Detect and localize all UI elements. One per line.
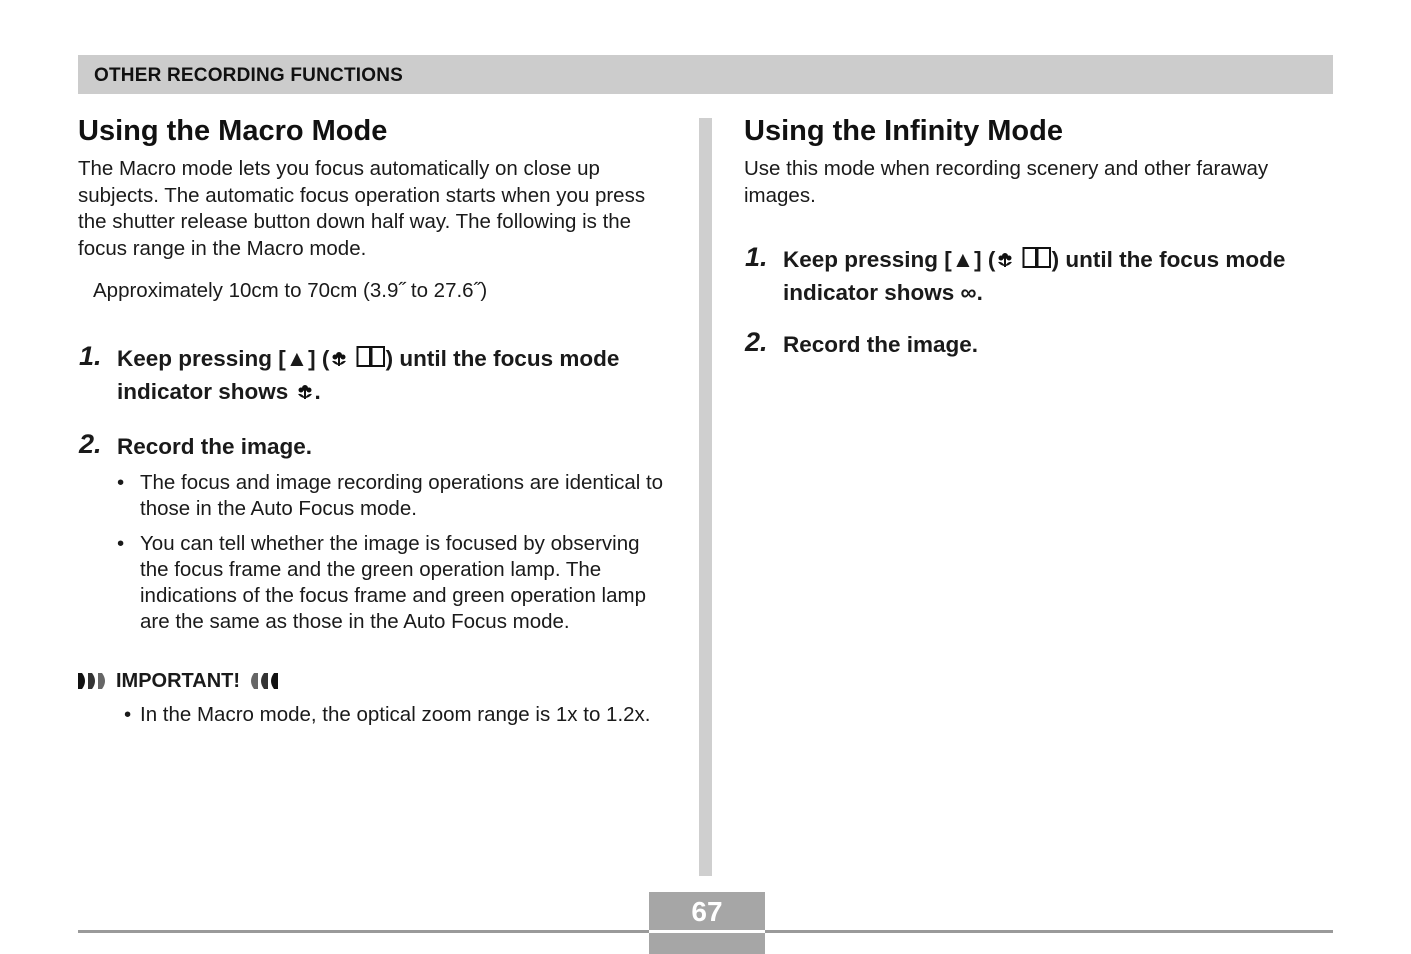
step-text: Keep pressing [ xyxy=(783,247,952,272)
step-text: Keep pressing [ xyxy=(117,346,286,371)
book-icon xyxy=(1022,246,1052,278)
page-number-box xyxy=(649,892,765,954)
list-item-text: You can tell whether the image is focused by observing the focus frame and the green operation lamp. The indications of the focus frame and green operation lamp are the same as those in the Auto Focus mode. xyxy=(140,531,646,634)
macro-step-2 xyxy=(78,429,668,462)
important-label: IMPORTANT! xyxy=(116,669,241,692)
column-divider xyxy=(699,118,712,876)
important-note-text: In the Macro mode, the optical zoom range is 1x to 1.2x. xyxy=(140,702,651,726)
infinity-mode-title: Using the Infinity Mode xyxy=(744,115,1063,147)
page-box-rule xyxy=(649,930,765,933)
up-arrow-icon: ▲ xyxy=(951,247,975,272)
book-icon xyxy=(356,345,386,377)
macro-mode-section xyxy=(78,112,668,728)
step-text: . xyxy=(976,280,983,305)
macro-notes-list xyxy=(78,470,668,636)
arrow-right-icons xyxy=(78,672,110,690)
list-item xyxy=(117,470,668,523)
macro-mode-title: Using the Macro Mode xyxy=(78,115,388,147)
step-number: 2. xyxy=(745,327,768,357)
infinity-mode-intro: Use this mode when recording scenery and other faraway images. xyxy=(744,157,1269,207)
macro-mode-intro: The Macro mode lets you focus automatically on close up subjects. The automatic focus operation starts when you press the shutter release button down half way. The following is the focus range in the Macro mode. xyxy=(78,157,646,260)
step-text: Record the image. xyxy=(117,434,313,459)
infinity-step-2 xyxy=(744,327,1334,360)
infinity-step-1 xyxy=(744,242,1334,308)
section-header-bar xyxy=(78,55,1333,94)
bullet-icon: • xyxy=(117,531,125,555)
step-number: 2. xyxy=(79,429,102,459)
arrow-left-icons xyxy=(246,672,278,690)
bullet-icon: • xyxy=(124,702,132,726)
step-text: Record the image. xyxy=(783,332,979,357)
important-heading xyxy=(78,668,668,694)
step-number: 1. xyxy=(745,242,768,272)
page-number: 67 xyxy=(691,896,723,927)
step-text: ] ( xyxy=(308,346,330,371)
section-header-title: OTHER RECORDING FUNCTIONS xyxy=(94,65,403,86)
step-text: . xyxy=(314,379,321,404)
step-text: ) until the focus mode indicator shows xyxy=(117,346,620,404)
step-number: 1. xyxy=(79,341,102,371)
macro-flower-icon xyxy=(295,380,315,410)
list-item xyxy=(117,531,668,636)
important-note xyxy=(78,702,668,728)
macro-flower-icon xyxy=(995,248,1015,278)
macro-focus-range: Approximately 10cm to 70cm (3.9˝ to 27.6˝) xyxy=(93,279,488,302)
macro-step-1 xyxy=(78,341,668,410)
up-arrow-icon: ▲ xyxy=(285,346,309,371)
step-text: ) until the focus mode indicator shows xyxy=(783,247,1286,305)
infinity-mode-section xyxy=(744,112,1334,360)
infinity-icon: ∞ xyxy=(960,280,977,305)
list-item-text: The focus and image recording operations are identical to those in the Auto Focus mode. xyxy=(140,471,664,521)
step-text: ] ( xyxy=(974,247,996,272)
bullet-icon: • xyxy=(117,471,125,494)
macro-flower-icon xyxy=(329,347,349,377)
